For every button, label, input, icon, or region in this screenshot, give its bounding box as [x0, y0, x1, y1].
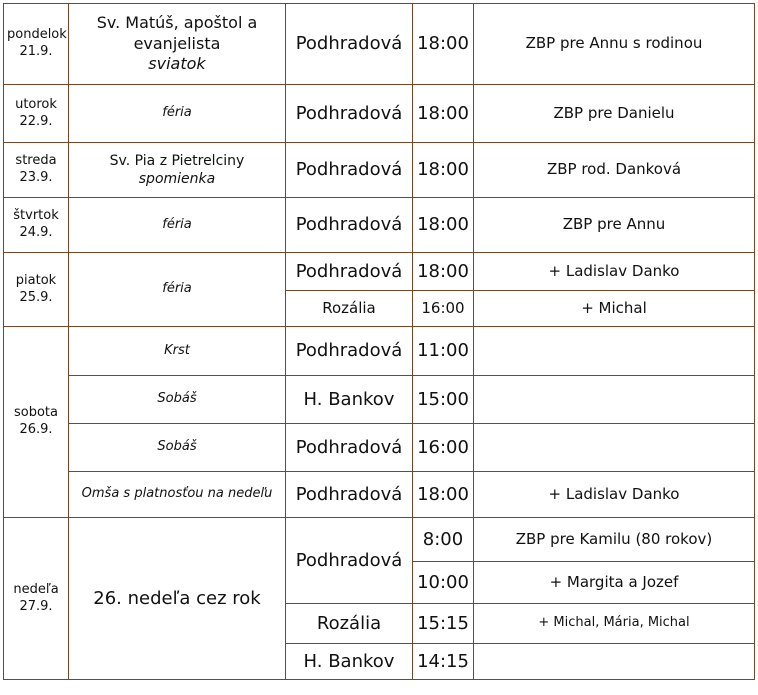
table-row [4, 472, 755, 518]
intention-cell [474, 376, 755, 424]
table-row [4, 253, 755, 291]
event-label-cell [69, 472, 286, 518]
place-cell: Podhradová [286, 198, 413, 253]
intention-cell: ZBP pre Danielu [474, 85, 755, 143]
table-row [4, 518, 755, 562]
event-label: Sobáš [157, 391, 197, 407]
place-cell: Podhradová [286, 85, 413, 143]
intention-cell: ZBP rod. Danková [474, 143, 755, 198]
time-cell: 16:00 [413, 291, 474, 327]
feast-cell [69, 4, 286, 85]
time-cell: 11:00 [413, 327, 474, 376]
day-date: 24.9. [19, 225, 53, 240]
day-cell [4, 327, 69, 518]
event-label-cell [69, 376, 286, 424]
intention-cell: ZBP pre Kamilu (80 rokov) [474, 518, 755, 562]
event-label-cell [69, 424, 286, 472]
place-cell: Podhradová [286, 4, 413, 85]
intention-cell: ZBP pre Annu [474, 198, 755, 253]
time-cell: 8:00 [413, 518, 474, 562]
intention-cell: + Michal, Mária, Michal [474, 604, 755, 644]
feast-cell: 26. nedeľa cez rok [69, 518, 286, 680]
day-cell [4, 198, 69, 253]
day-cell [4, 143, 69, 198]
intention-cell: + Margita a Jozef [474, 562, 755, 604]
day-cell [4, 4, 69, 85]
table-row [4, 4, 755, 85]
time-cell: 18:00 [413, 253, 474, 291]
feast-cell [69, 143, 286, 198]
feast-cell [69, 253, 286, 327]
place-cell: Podhradová [286, 253, 413, 291]
event-label-cell [69, 327, 286, 376]
place-cell: Podhradová [286, 472, 413, 518]
place-cell: Podhradová [286, 424, 413, 472]
event-label: Omša s platnosťou na nedeľu [81, 486, 273, 502]
place-cell: Podhradová [286, 518, 413, 604]
day-name: streda [15, 153, 57, 169]
day-date: 23.9. [19, 170, 53, 185]
place-cell: Podhradová [286, 327, 413, 376]
feast-cell [69, 85, 286, 143]
intention-cell [474, 327, 755, 376]
day-date: 22.9. [19, 113, 53, 129]
place-cell: Rozália [286, 291, 413, 327]
time-cell: 18:00 [413, 4, 474, 85]
time-cell: 15:15 [413, 604, 474, 644]
intention-cell [474, 424, 755, 472]
day-date: 26.9. [19, 422, 53, 437]
day-date: 25.9. [19, 289, 53, 305]
time-cell: 14:15 [413, 644, 474, 680]
time-cell: 18:00 [413, 198, 474, 253]
day-cell [4, 518, 69, 680]
time-cell: 18:00 [413, 143, 474, 198]
table-row [4, 85, 755, 143]
day-name: piatok [15, 272, 57, 288]
time-cell: 18:00 [413, 85, 474, 143]
intention-cell: + Ladislav Danko [474, 253, 755, 291]
intention-cell [474, 644, 755, 680]
place-cell: H. Bankov [286, 644, 413, 680]
table-row [4, 198, 755, 253]
feast-line: Sv. Pia z Pietrelciny [109, 152, 245, 169]
day-date: 21.9. [19, 44, 53, 59]
intention-cell: ZBP pre Annu s rodinou [474, 4, 755, 85]
day-cell [4, 253, 69, 327]
feast-line: Sv. Matúš, apoštol a [96, 12, 258, 32]
feast-rank: féria [162, 216, 192, 232]
table-row [4, 376, 755, 424]
feast-cell [69, 198, 286, 253]
day-name: nedeľa [13, 581, 59, 597]
day-name: utorok [15, 96, 57, 112]
event-label: Sobáš [157, 439, 197, 455]
mass-schedule-table [3, 3, 755, 680]
feast-rank: féria [162, 281, 192, 297]
place-cell: Podhradová [286, 143, 413, 198]
intention-cell: + Michal [474, 291, 755, 327]
feast-rank: sviatok [148, 54, 206, 74]
day-name: sobota [14, 405, 58, 421]
day-name: pondelok [7, 27, 67, 43]
table-row [4, 327, 755, 376]
day-cell [4, 85, 69, 143]
day-name: štvrtok [13, 208, 59, 224]
place-cell: Rozália [286, 604, 413, 644]
table-row [4, 424, 755, 472]
event-label: Krst [164, 342, 190, 358]
feast-rank: spomienka [138, 171, 216, 187]
table-row [4, 143, 755, 198]
day-date: 27.9. [19, 598, 53, 614]
time-cell: 18:00 [413, 472, 474, 518]
time-cell: 10:00 [413, 562, 474, 604]
time-cell: 16:00 [413, 424, 474, 472]
place-cell: H. Bankov [286, 376, 413, 424]
time-cell: 15:00 [413, 376, 474, 424]
feast-line: evanjelista [133, 33, 221, 53]
intention-cell: + Ladislav Danko [474, 472, 755, 518]
feast-rank: féria [162, 105, 192, 121]
